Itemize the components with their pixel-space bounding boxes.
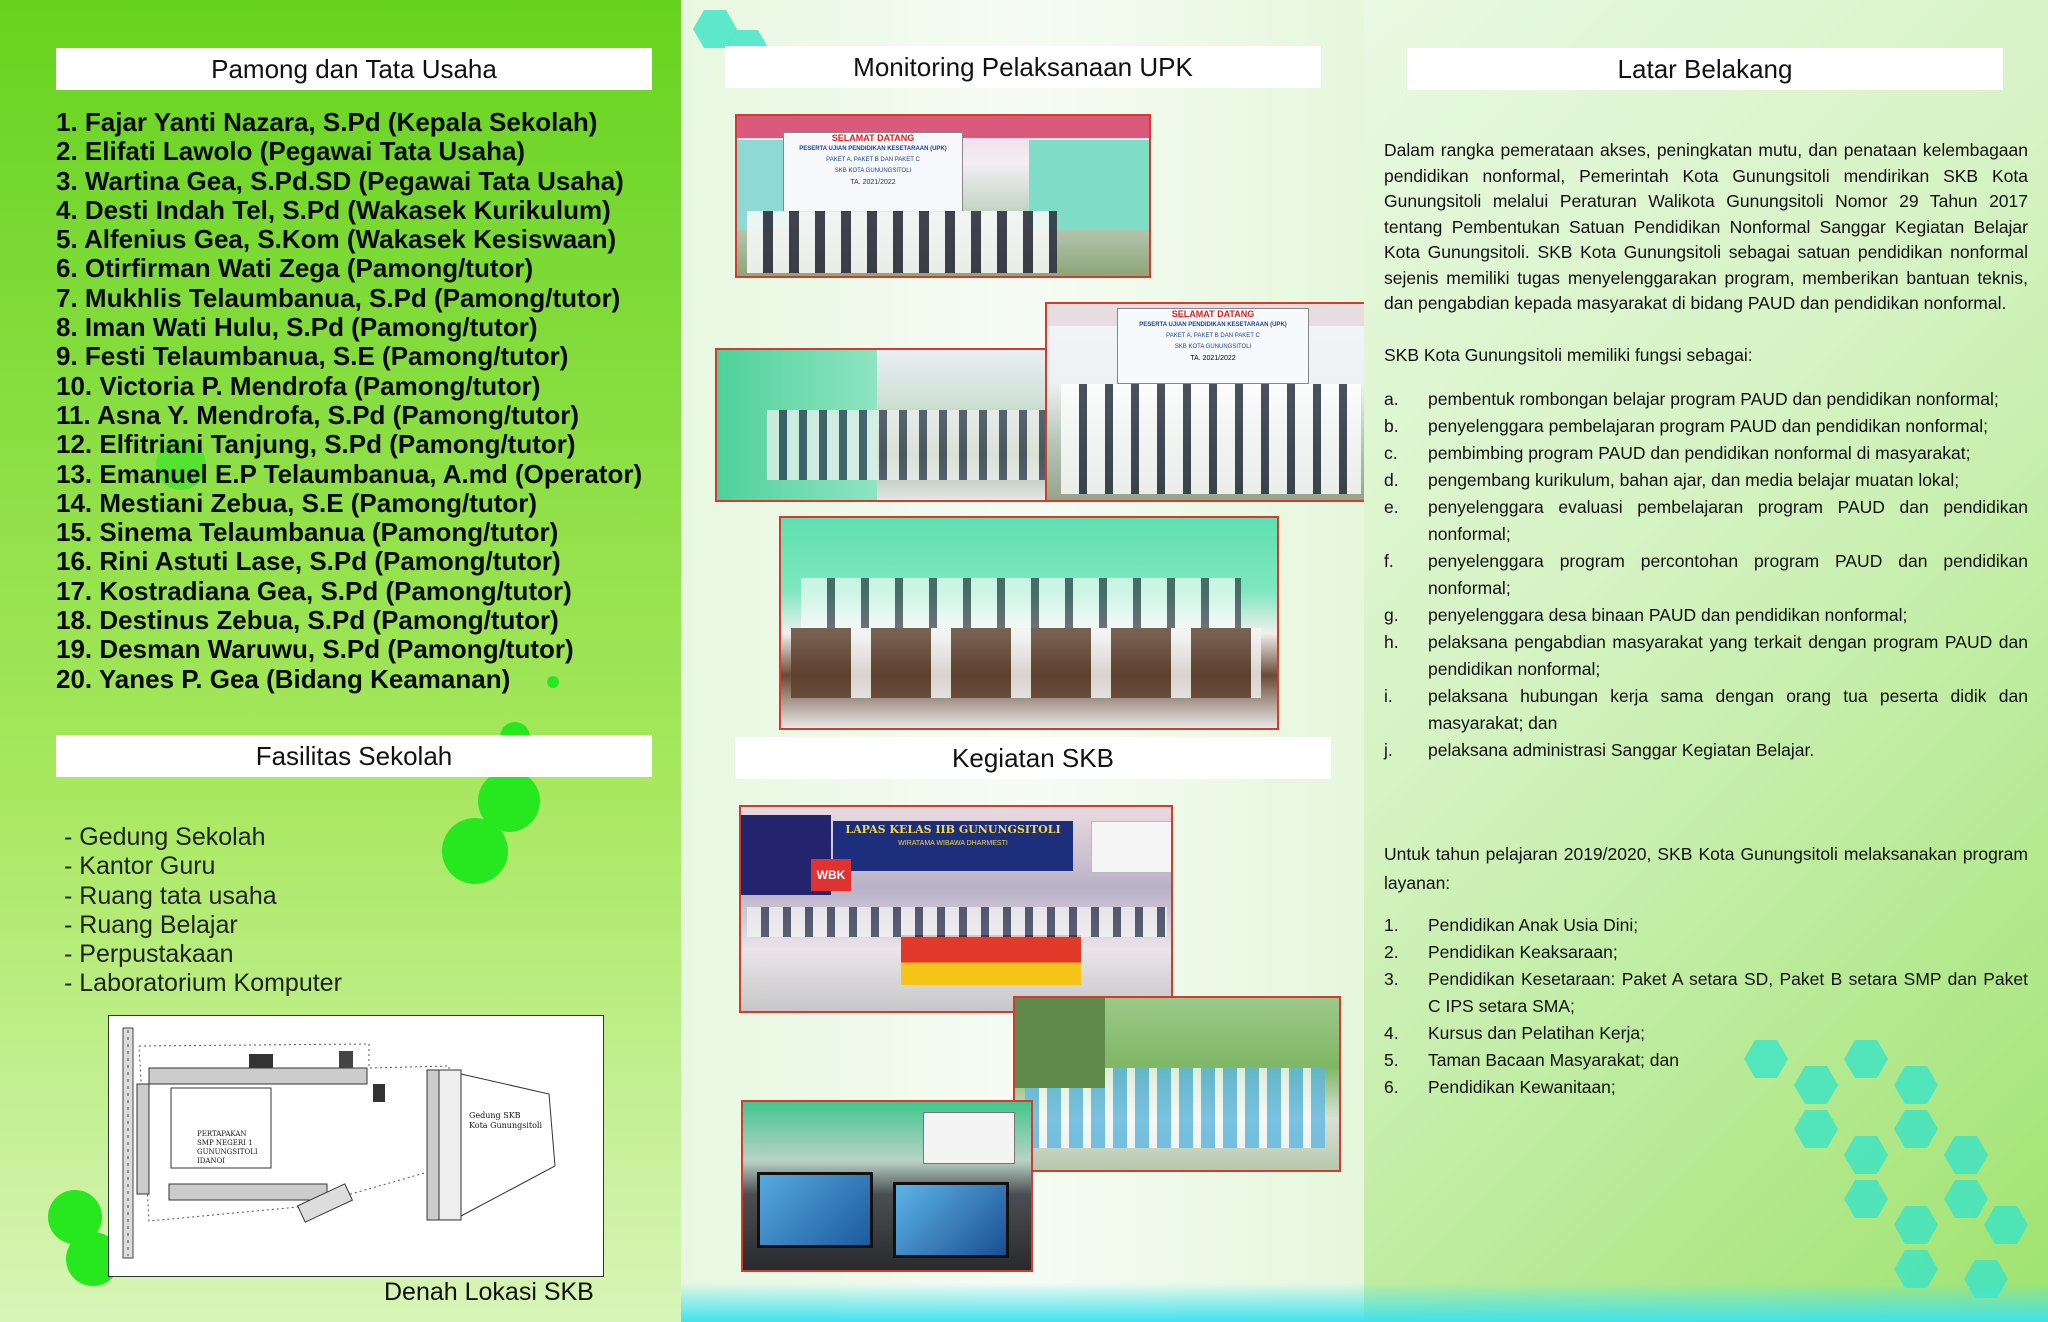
photo-upk-group-1 <box>735 114 1151 278</box>
function-letter: f. <box>1384 551 1394 571</box>
staff-item: 1. Fajar Yanti Nazara, S.Pd (Kepala Sekolah) <box>56 107 598 137</box>
programs-intro: Untuk tahun pelajaran 2019/2020, SKB Kota Gunungsitoli melaksanakan program layanan: <box>1384 844 2028 893</box>
function-item <box>1384 440 2028 467</box>
decorative-wave <box>681 1282 1364 1322</box>
facility-item: - Laboratorium Komputer <box>64 969 342 998</box>
function-item <box>1384 629 2028 683</box>
decorative-hexagon <box>1844 1136 1888 1174</box>
facility-item: - Gedung Sekolah <box>64 823 266 851</box>
banner-line: WIRATAMA WIBAWA DHARMESTI <box>898 840 1008 847</box>
program-number: 1. <box>1384 915 1399 935</box>
function-text: penyelenggara desa binaan PAUD dan pendidikan nonformal; <box>1428 605 1908 625</box>
middle-panel <box>681 0 1364 1322</box>
function-text: pembentuk rombongan belajar program PAUD dan pendidikan nonformal; <box>1428 389 1999 409</box>
staff-item: 16. Rini Astuti Lase, S.Pd (Pamong/tutor) <box>56 546 561 577</box>
banner-title: SELAMAT DATANG <box>831 133 915 143</box>
facility-item: - Kantor Guru <box>64 852 216 881</box>
function-item <box>1384 602 2028 629</box>
banner-title: LAPAS KELAS IIB GUNUNGSITOLI <box>845 823 1061 836</box>
banner-line: TA. 2021/2022 <box>850 179 896 186</box>
function-letter: i. <box>1384 686 1393 706</box>
staff-item: 15. Sinema Telaumbanua (Pamong/tutor) <box>56 517 559 548</box>
kegiatan-header: Kegiatan SKB <box>735 737 1331 779</box>
program-text: Pendidikan Anak Usia Dini; <box>1428 915 1639 935</box>
staff-item: 6. Otirfirman Wati Zega (Pamong/tutor) <box>56 253 534 284</box>
decorative-hexagon <box>1894 1206 1938 1244</box>
decorative-hexagon <box>1944 1180 1988 1218</box>
staff-item: 7. Mukhlis Telaumbanua, S.Pd (Pamong/tutor) <box>56 282 621 313</box>
banner-line: PESERTA UJIAN PENDIDIKAN KESETARAAN (UPK) <box>1139 322 1287 328</box>
function-letter: c. <box>1384 443 1398 463</box>
program-item <box>1384 1020 2028 1047</box>
program-item <box>1384 912 2028 939</box>
banner-line: PAKET A, PAKET B DAN PAKET C <box>826 157 920 163</box>
photo-classroom-exam <box>779 516 1279 730</box>
staff-item: 4. Desti Indah Tel, S.Pd (Wakasek Kurikulum) <box>56 194 611 225</box>
decorative-hexagon <box>1894 1110 1938 1148</box>
function-text: pelaksana administrasi Sanggar Kegiatan Belajar. <box>1428 740 1815 760</box>
programs-list <box>1384 912 2028 1101</box>
decorative-hexagon <box>1944 1136 1988 1174</box>
program-text: Pendidikan Kesetaraan: Paket A setara SD, Paket B setara SMP dan Paket C IPS setara SMA; <box>1428 969 2028 1016</box>
program-number: 5. <box>1384 1050 1399 1070</box>
functions-list <box>1384 386 2028 764</box>
banner-lapas <box>833 821 1073 871</box>
function-text: penyelenggara pembelajaran program PAUD dan pendidikan nonformal; <box>1428 416 1989 436</box>
program-text: Pendidikan Kewanitaan; <box>1428 1077 1616 1097</box>
map-label-school: PERTAPAKAN SMP NEGERI 1 GUNUNGSITOLI IDANOI <box>197 1130 258 1165</box>
facilities-list <box>64 823 342 999</box>
function-item <box>1384 548 2028 602</box>
staff-item: 8. Iman Wati Hulu, S.Pd (Pamong/tutor) <box>56 312 538 343</box>
staff-item: 9. Festi Telaumbanua, S.E (Pamong/tutor) <box>56 341 569 372</box>
banner-line: PAKET A, PAKET B DAN PAKET C <box>1166 333 1260 339</box>
staff-item: 11. Asna Y. Mendrofa, S.Pd (Pamong/tutor) <box>56 399 579 430</box>
function-text: pembimbing program PAUD dan pendidikan nonformal di masyarakat; <box>1428 443 1971 463</box>
left-panel <box>0 0 681 1322</box>
program-number: 6. <box>1384 1077 1399 1097</box>
photo-paud-children <box>1013 996 1341 1172</box>
function-text: penyelenggara evaluasi pembelajaran program PAUD dan pendidikan nonformal; <box>1428 497 2028 544</box>
decorative-hexagon <box>1794 1110 1838 1148</box>
function-item <box>1384 494 2028 548</box>
banner-line: SKB KOTA GUNUNGSITOLI <box>1174 344 1252 350</box>
photo-computer-lab <box>741 1100 1033 1272</box>
banner-upk-1 <box>783 132 963 212</box>
program-item <box>1384 939 2028 966</box>
program-number: 2. <box>1384 942 1399 962</box>
background-header: Latar Belakang <box>1407 48 2003 90</box>
function-item <box>1384 683 2028 737</box>
decorative-hexagon <box>1984 1206 2028 1244</box>
staff-item: 14. Mestiani Zebua, S.E (Pamong/tutor) <box>56 487 538 518</box>
function-item <box>1384 386 2028 413</box>
function-text: pelaksana hubungan kerja sama dengan orang tua peserta didik dan masyarakat; dan <box>1428 686 2028 733</box>
banner-title: SELAMAT DATANG <box>1171 309 1255 319</box>
staff-item: 5. Alfenius Gea, S.Kom (Wakasek Kesiswaan) <box>56 224 617 255</box>
staff-item: 10. Victoria P. Mendrofa (Pamong/tutor) <box>56 370 541 401</box>
location-map <box>108 1015 604 1277</box>
facility-item: - Perpustakaan <box>64 940 234 969</box>
map-caption: Denah Lokasi SKB <box>384 1278 594 1306</box>
program-item <box>1384 1074 2028 1101</box>
staff-item: 20. Yanes P. Gea (Bidang Keamanan) <box>56 663 511 694</box>
staff-item: 17. Kostradiana Gea, S.Pd (Pamong/tutor) <box>56 575 572 606</box>
program-item <box>1384 1047 2028 1074</box>
program-text: Pendidikan Keaksaraan; <box>1428 942 1618 962</box>
staff-item: 13. Emanuel E.P Telaumbanua, A.md (Operator) <box>56 458 643 489</box>
program-text: Kursus dan Pelatihan Kerja; <box>1428 1023 1645 1043</box>
staff-item: 2. Elifati Lawolo (Pegawai Tata Usaha) <box>56 136 526 167</box>
program-item <box>1384 966 2028 1020</box>
photo-corridor <box>715 348 1061 502</box>
function-letter: g. <box>1384 605 1399 625</box>
function-letter: d. <box>1384 470 1399 490</box>
banner-wbk: WBK <box>811 859 851 891</box>
facility-item: - Ruang tata usaha <box>64 881 277 910</box>
decorative-wave <box>1364 1282 2048 1322</box>
function-item <box>1384 737 2028 764</box>
program-number: 4. <box>1384 1023 1399 1043</box>
staff-item: 19. Desman Waruwu, S.Pd (Pamong/tutor) <box>56 634 574 665</box>
banner-line: SKB KOTA GUNUNGSITOLI <box>834 168 912 174</box>
program-text: Taman Bacaan Masyarakat; dan <box>1428 1050 1679 1070</box>
banner-upk-2 <box>1117 308 1309 384</box>
background-intro: Dalam rangka pemerataan akses, peningkatan mutu, dan penataan kelembagaan pendidikan nonformal, Pemerintah Kota Gunungsitoli mendirikan SKB Kota Gunungsitoli melalui Peraturan Walikota Gunungsitoli Nomor 29 Tahun 2017 tentang Pembentukan Satuan Pendidikan Nonformal Sanggar Kegiatan Belajar Kota Gunungsitoli. SKB Kota Gunungsitoli sebagai satuan pendidikan nonformal sejenis memiliki tugas menyelenggarakan program, memberikan bantuan teknis, dan pengabdian kepada masyarakat di bidang PAUD dan pendidikan nonformal. <box>1384 140 2028 313</box>
site-plan-drawing <box>109 1016 603 1276</box>
function-text: pengembang kurikulum, bahan ajar, dan media belajar muatan lokal; <box>1428 470 1960 490</box>
decorative-hexagon <box>1844 1180 1888 1218</box>
staff-item: 3. Wartina Gea, S.Pd.SD (Pegawai Tata Usaha) <box>56 165 624 196</box>
photo-upk-group-2 <box>1045 302 1364 502</box>
staff-list <box>56 108 642 694</box>
function-letter: j. <box>1384 740 1393 760</box>
photo-lapas-event <box>739 805 1173 1013</box>
facilities-header: Fasilitas Sekolah <box>56 735 652 777</box>
function-item <box>1384 413 2028 440</box>
staff-item: 18. Destinus Zebua, S.Pd (Pamong/tutor) <box>56 605 559 636</box>
facility-item: - Ruang Belajar <box>64 910 238 939</box>
decorative-bubble <box>442 818 508 884</box>
staff-item: 12. Elfitriani Tanjung, S.Pd (Pamong/tutor) <box>56 429 576 460</box>
function-text: penyelenggara program percontohan program PAUD dan pendidikan nonformal; <box>1428 551 2028 598</box>
function-letter: e. <box>1384 497 1399 517</box>
function-text: pelaksana pengabdian masyarakat yang terkait dengan program PAUD dan pendidikan nonformal; <box>1428 632 2028 679</box>
function-letter: a. <box>1384 389 1399 409</box>
function-letter: b. <box>1384 416 1399 436</box>
banner-line: TA. 2021/2022 <box>1190 355 1236 362</box>
functions-intro: SKB Kota Gunungsitoli memiliki fungsi sebagai: <box>1384 345 1753 365</box>
staff-header: Pamong dan Tata Usaha <box>56 48 652 90</box>
map-label-skb: Gedung SKB Kota Gunungsitoli <box>469 1111 543 1130</box>
program-number: 3. <box>1384 969 1399 989</box>
function-letter: h. <box>1384 632 1399 652</box>
banner-line: PESERTA UJIAN PENDIDIKAN KESETARAAN (UPK) <box>799 146 947 152</box>
function-item <box>1384 467 2028 494</box>
monitoring-header: Monitoring Pelaksanaan UPK <box>725 46 1321 88</box>
